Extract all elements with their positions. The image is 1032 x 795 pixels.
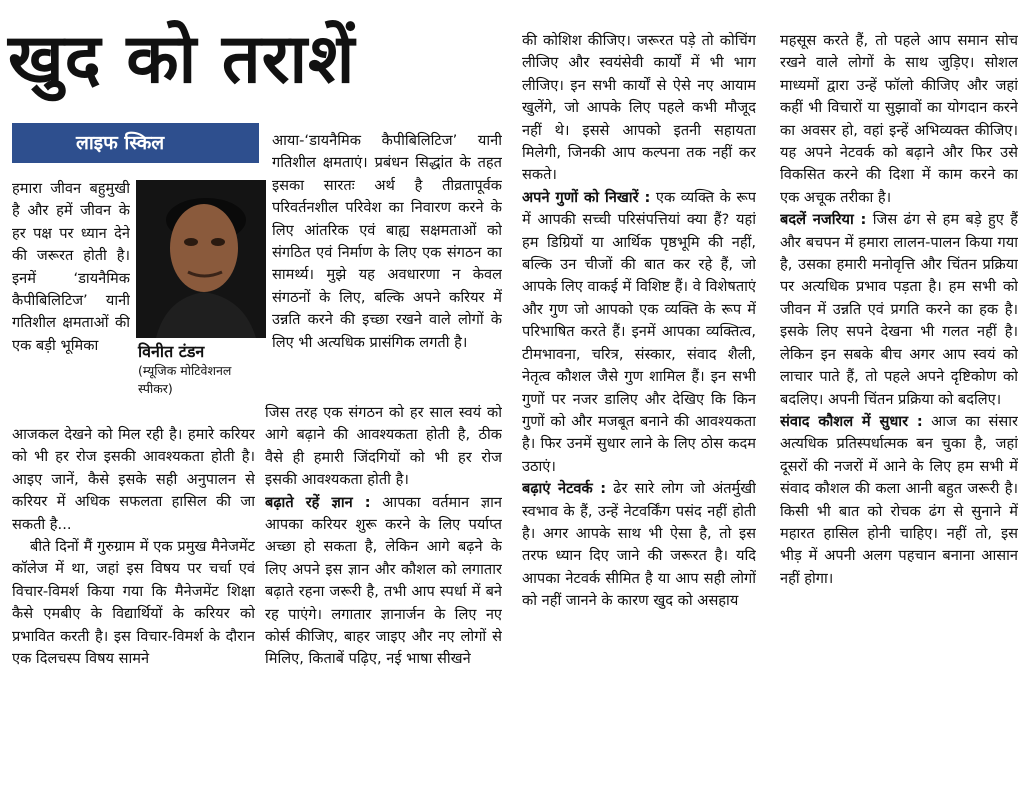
section-gun-body: एक व्यक्ति के रूप में आपकी सच्ची परिसंपत्तियां क्या हैं? यहां हम डिग्रियों या आर्थिक पृष्ठभूमि की नहीं, बल्कि उन चीजों की बात कर रहे हैं, जो आपके लिए वाकई में विशिष्ट हैं। वे विशेषताएं और गुण जो आपको एक व्यक्ति के रूप में परिभाषित करते हैं। इनमें आपका व्यक्तित्व, टीमभावना, चरित्र, संस्कार, संवाद शैली, नेतृत्व कौशल जैसे गुण शामिल हैं। इन सभी गुणों पर नजर डालिए और देखिए कि किन गुणों को और मजबूत बनाने की आवश्यकता है। फिर उनमें सुधार लाने के लिए ठोस कदम उठाएं। xyxy=(522,188,756,475)
column-3 xyxy=(522,30,756,760)
intro-paragraph-start: हमारा जीवन बहुमुखी है और हमें जीवन के हर पक्ष पर ध्यान देने की जरूरत होती है। इनमें ‘डायनैमिक कैपीबिलिटिज’ यानी गतिशील क्षमताओं की एक बड़ी भूमिका xyxy=(12,180,130,354)
section-network-body: ढेर सारे लोग जो अंतर्मुखी स्वभाव के हैं, उन्हें नेटवर्किंग पसंद नहीं होती है। अगर आपके साथ भी ऐसा है, तो इस तरफ ध्यान दिए जाने की जरूरत है। यदि आपका नेटवर्क सीमित है या आप सही लोगों को नहीं जानने के कारण खुद को असहाय xyxy=(522,480,756,610)
col4-continuation: महसूस करते हैं, तो पहले आप समान सोच रखने वाले लोगों के साथ जुड़िए। सोशल माध्यमों द्वारा उन्हें फॉलो कीजिए और जहां कहीं भी विचारों या सुझावों का योगदान करने का अवसर हो, वहां इन्हें अभिव्यक्त कीजिए। यह अपने नेटवर्क को बढ़ाने और फिर उसे विकसित करने की दिशा में काम करने का एक अचूक तरीका है। xyxy=(780,32,1018,206)
column-2 xyxy=(272,130,502,370)
subhead-apne-gunon-ko-nikharen: अपने गुणों को निखारें : xyxy=(522,188,651,206)
author-caption xyxy=(138,342,268,398)
col3-continuation: की कोशिश कीजिए। जरूरत पड़े तो कोचिंग लीजिए और स्वयंसेवी कार्यों में भी भाग लीजिए। इन सभी कार्यों से ऐसे नए आयाम खुलेंगे, जो आपके लिए पहले कभी मौजूद नहीं थे। इससे आपको इतनी सहायता मिलेगी, जिनकी आप कल्पना तक नहीं कर सकते। xyxy=(522,32,756,184)
author-portrait-icon xyxy=(136,180,266,338)
body-paragraph-2: बीते दिनों मैं गुरुग्राम में एक प्रमुख मैनेजमेंट कॉलेज में था, जहां इस विषय पर चर्चा एवं विचार-विमर्श किया गया कि मैनेजमेंट शिक्षा कैसे एमबीए के विद्यार्थियों के करियर को प्रभावित करती है। इस विचार-विमर्श के दौरान एक दिलचस्प विषय सामने xyxy=(12,538,255,668)
author-role-line1: (म्यूजिक मोटिवेशनल xyxy=(138,363,232,378)
intro-paragraph-end: आजकल देखने को मिल रही है। हमारे करियर को भी हर रोज इसकी आवश्यकता होती है। आइए जानें, कैसे इसके सही अनुपालन से करियर में अधिक सफलता हासिल की जा सकती है... xyxy=(12,426,255,533)
section-gyan-body: आपका वर्तमान ज्ञान आपका करियर शुरू करने के लिए पर्याप्त अच्छा हो सकता है, लेकिन आगे बढ़ने के लिए अपने इस ज्ञान और कौशल को लगातार बढ़ाते रहना जरूरी है, तभी आप स्पर्धा में बने रह पाएंगे। लगातार ज्ञानार्जन के लिए नए कोर्स कीजिए, बाहर जाइए और नए लोगों से मिलिए, किताबें पढ़िए, नई भाषा सीखने xyxy=(265,493,502,668)
section-samvad-body: आज का संसार अत्यधिक प्रतिस्पर्धात्मक बन चुका है, जहां दूसरों की नजरों में आने के लिए हम सभी में संवाद कौशल की कला आनी बहुत जरूरी है। किसी भी बात को रोचक ढंग से सुनाने में महारत हासिल होनी चाहिए। नहीं तो, इस भीड़ में अपनी अलग पहचान बनाना आसान नहीं होगा। xyxy=(780,412,1018,587)
author-role-line2: स्पीकर) xyxy=(138,381,173,396)
col2-paragraph-top: आया-‘डायनैमिक कैपीबिलिटिज’ यानी गतिशील क्षमताएं। प्रबंधन सिद्धांत के तहत इसका सारतः अर्थ है तीव्रतापूर्वक परिवर्तनशील परिवेश का निवारण करने के लिए आंतरिक एवं बाह्य सक्षमताओं को संगठित एवं निर्माण के लिए एक संगठन का सामर्थ्य। मुझे यह अवधारणा न केवल संगठनों के लिए, बल्कि अपने करियर में उन्नति करने की इच्छा रखने वाले लोगों के लिए भी अत्यधिक प्रासंगिक लगती है। xyxy=(272,132,502,351)
subhead-badhayen-network: बढ़ाएं नेटवर्क : xyxy=(522,480,607,498)
subhead-badlen-najariya: बदलें नजरिया : xyxy=(780,211,867,229)
subhead-badhate-rahen-gyan: बढ़ाते रहें ज्ञान : xyxy=(265,493,371,511)
column-2-lower xyxy=(265,402,502,760)
column-1-intro xyxy=(12,178,130,402)
section-label-banner: लाइफ स्किल xyxy=(12,123,259,163)
column-1 xyxy=(12,424,255,760)
subhead-samvad-kaushal: संवाद कौशल में सुधार : xyxy=(780,412,923,430)
headline: खुद को तराशें xyxy=(8,20,356,99)
col2-paragraph-top-end: जिस तरह एक संगठन को हर साल स्वयं को आगे बढ़ाने की आवश्यकता होती है, ठीक वैसे ही हमारी जिंदगियों को भी हर रोज इसकी आवश्यकता होती है। xyxy=(265,404,502,489)
author-photo xyxy=(136,180,266,338)
column-4 xyxy=(780,30,1018,760)
section-najariya-body: जिस ढंग से हम बड़े हुए हैं और बचपन में हमारा लालन-पालन किया गया है, उसका हमारी मनोवृत्ति और चिंतन प्रक्रिया पर अत्यधिक प्रभाव पड़ता है। हम सभी को जीवन में उन्नति एवं प्रगति करने का हक है। इसके लिए सपने देखना भी गलत नहीं है। लेकिन इन सबके बीच अगर आप स्वयं को लाचार पाते हैं, तो पहले अपने दृष्टिकोण को बदलिए। अपनी चिंतन प्रक्रिया को बदलिए। xyxy=(780,211,1018,408)
author-name: विनीत टंडन xyxy=(138,342,205,361)
